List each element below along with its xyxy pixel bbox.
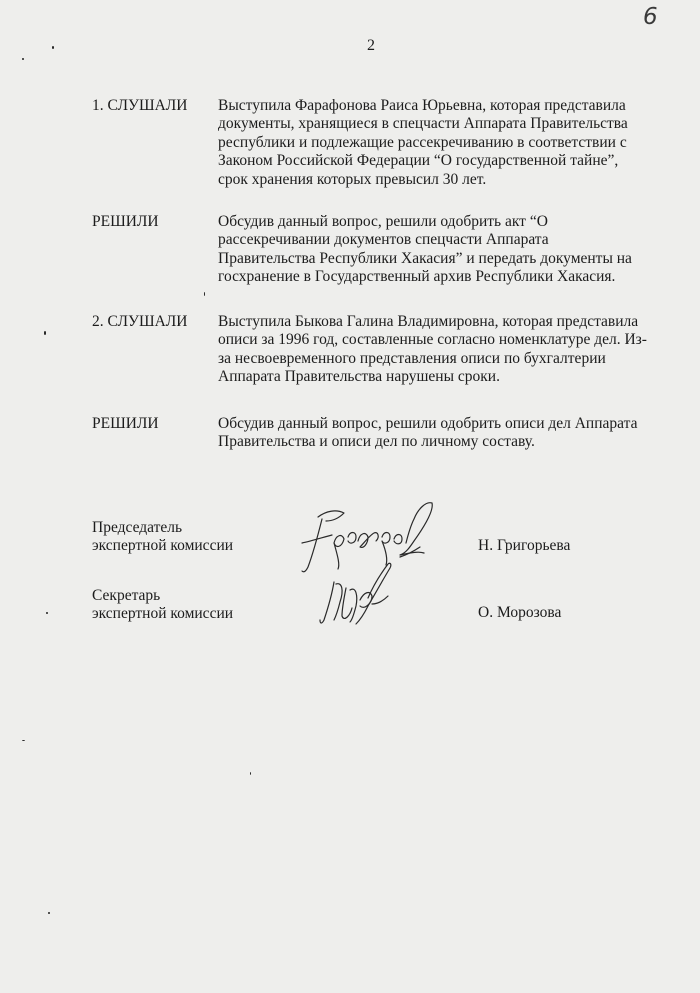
scan-speck (44, 331, 46, 335)
scan-speck (204, 292, 205, 296)
section-text: Выступила Фарафонова Раиса Юрьевна, которая представила документы, хранящиеся в спецчасти Аппарата Правительства республики и подлежащие рассекречиванию в соответствии с Законом Российской Федерации “О государственной тайне”, срок хранения которых превысил 30 лет. (218, 97, 628, 188)
section-text: Выступила Быкова Галина Владимировна, которая представила описи за 1996 год, составленные согласно номенклатуре дел. Из-за несвоевременного представления описи по бухгалтерии Аппарата Правительства нарушены сроки. (218, 313, 647, 386)
scan-speck (52, 46, 54, 49)
secretary-title (92, 587, 233, 623)
chair-title (92, 519, 233, 555)
chair-title-line2: экспертной комиссии (92, 537, 234, 554)
chair-name: Н. Григорьева (478, 537, 571, 554)
secretary-signature (316, 560, 398, 630)
section-text: Обсудив данный вопрос, решили одобрить описи дел Аппарата Правительства и описи дел по личному составу. (218, 415, 638, 451)
section-label: 1. СЛУШАЛИ (92, 97, 188, 114)
section-text: Обсудив данный вопрос, решили одобрить акт “О рассекречивании документов спецчасти Аппарата Правительства Республики Хакасия” и передать документы на госхранение в Государственный архив Республики Хакасия. (218, 213, 632, 286)
section-label: РЕШИЛИ (92, 415, 159, 432)
chair-title-line1: Председатель (92, 519, 183, 536)
scan-speck (48, 912, 50, 914)
scan-speck (22, 58, 24, 60)
secretary-name: О. Морозова (478, 604, 562, 621)
section-label: 2. СЛУШАЛИ (92, 313, 188, 330)
page-number: 2 (367, 37, 375, 54)
section-label: РЕШИЛИ (92, 213, 159, 230)
secretary-title-line1: Секретарь (92, 587, 161, 604)
scan-speck (22, 740, 25, 741)
archive-sheet-number: 6 (643, 4, 658, 30)
secretary-title-line2: экспертной комиссии (92, 605, 234, 622)
scan-speck (46, 612, 48, 614)
scan-speck (250, 772, 251, 775)
